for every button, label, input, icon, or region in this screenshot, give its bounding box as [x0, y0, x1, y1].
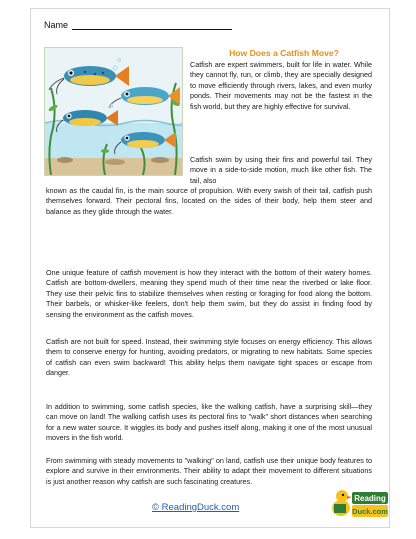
paragraph-conclusion: From swimming with steady movements to "walking" on land, catfish use their unique body features to explore and survive in their environments. Their ability to adapt their movement to different situations is just another reason why catfish are such fascinating creatures. [46, 456, 372, 486]
name-label: Name [44, 20, 69, 30]
paragraph-bottom-dwellers: One unique feature of catfish movement is how they interact with the bottom of their watery homes. Catfish are bottom-dwellers, meaning they spend much of their time near the riverbed or lake floor. They use their pelvic fins to stabilize themselves when resting or foraging for food along the bottom. Their barbels, or whisker-like feelers, don't help them swim, but they do assist in finding food by sensing the environment as the catfish moves. [46, 268, 372, 319]
paragraph-swimming-rest: known as the caudal fin, is the main source of propulsion. With every swish of their tail, catfish push themselves forward. Their pectoral fins, located on the sides of their body, help them steer and balance as they glide through the water. [46, 186, 372, 216]
paragraph-energy-efficiency: Catfish are not built for speed. Instead, their swimming style focuses on energy efficiency. This allows them to conserve energy for hunting, avoiding predators, or migrating to new habitats. Some species of catfish can even swim backward! This ability helps them navigate tight spaces or escape from danger. [46, 337, 372, 378]
name-row [44, 20, 232, 30]
catfish-illustration [44, 47, 183, 176]
article-title: How Does a Catfish Move? [229, 48, 339, 58]
paragraph-intro: Catfish are expert swimmers, built for life in water. While they cannot fly, run, or climb, they are specially designed to move efficiently through rivers, lakes, and even murky ponds. Their movements may not be the fastest in the fish world, but they are highly effective for survival. [190, 60, 372, 111]
logo-text-reading: Reading [354, 494, 386, 503]
paragraph-swimming-top: Catfish swim by using their fins and powerful tail. They move in a side-to-side motion, much like other fish. The tail, also [190, 155, 372, 185]
paragraph-walking-catfish: In addition to swimming, some catfish species, like the walking catfish, have a surprising skill—they can move on land! The walking catfish uses its pectoral fins to "walk" short distances when searching for a new water source. It wiggles its body and pushes itself along, making it one of the most unusual movers in the fish world. [46, 402, 372, 443]
readingduck-link[interactable]: © ReadingDuck.com [152, 502, 240, 513]
logo-text-duck: Duck.com [352, 507, 388, 516]
readingduck-logo [330, 484, 388, 520]
name-field[interactable] [72, 20, 232, 30]
